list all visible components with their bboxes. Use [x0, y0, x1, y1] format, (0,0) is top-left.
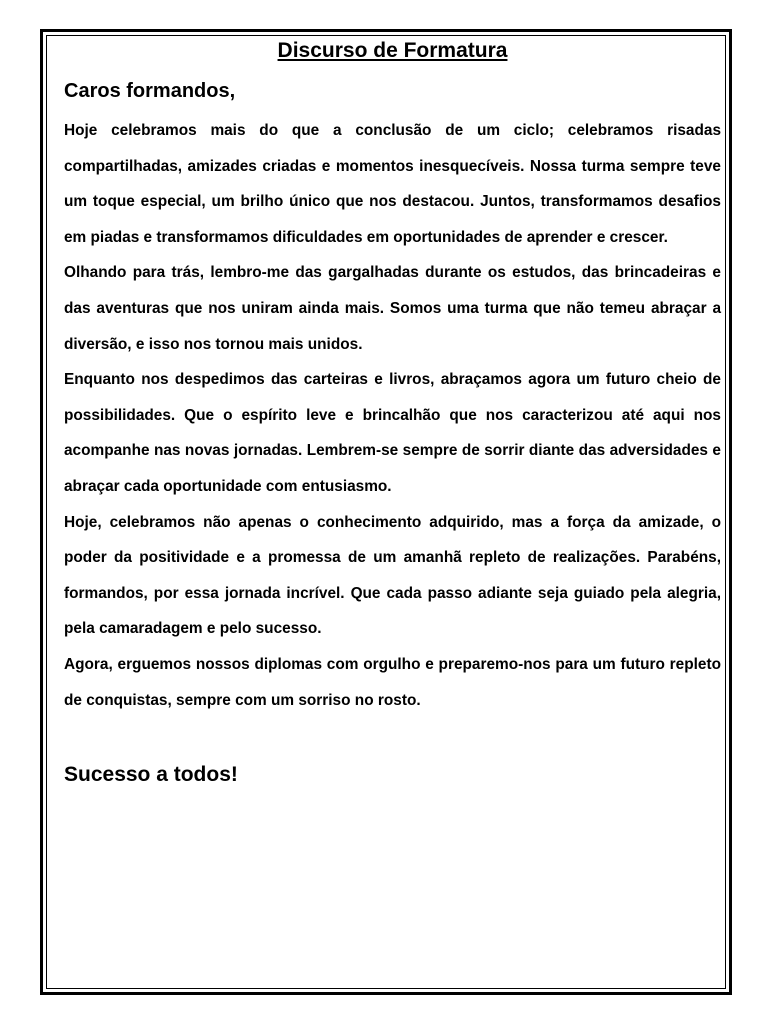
paragraph-5: Agora, erguemos nossos diplomas com orgulho e preparemo-nos para um futuro repleto de conquistas, sempre com um sorriso no rosto.: [64, 655, 721, 709]
paragraph-4: Hoje, celebramos não apenas o conhecimento adquirido, mas a força da amizade, o poder da positividade e a promessa de um amanhã repleto de realizações. Parabéns, formandos, por essa jornada incrível. Que cada passo adiante seja guiado pela alegria, pela camaradagem e pelo sucesso.: [64, 513, 721, 638]
paragraph-2: Olhando para trás, lembro-me das gargalhadas durante os estudos, das brincadeiras e das aventuras que nos uniram ainda mais. Somos uma turma que não temeu abraçar a diversão, e isso nos tornou mais unidos.: [64, 264, 721, 353]
document-title: Discurso de Formatura: [277, 39, 508, 62]
paragraph-3: Enquanto nos despedimos das carteiras e livros, abraçamos agora um futuro cheio de possibilidades. Que o espírito leve e brincalhão que nos caracterizou até aqui nos acompanhe nas novas jornadas. Lembrem-se sempre de sorrir diante das adversidades e abraçar cada oportunidade com entusiasmo.: [64, 371, 721, 495]
speech-content: [64, 36, 721, 790]
salutation: Caros formandos,: [64, 80, 236, 102]
closing-line: Sucesso a todos!: [64, 763, 238, 787]
paragraph-1: Hoje celebramos mais do que a conclusão de um ciclo; celebramos risadas compartilhadas, amizades criadas e momentos inesquecíveis. Nossa turma sempre teve um toque especial, um brilho único que nos destacou. Juntos, transformamos desafios em piadas e transformamos dificuldades em oportunidades de aprender e crescer.: [64, 122, 721, 246]
